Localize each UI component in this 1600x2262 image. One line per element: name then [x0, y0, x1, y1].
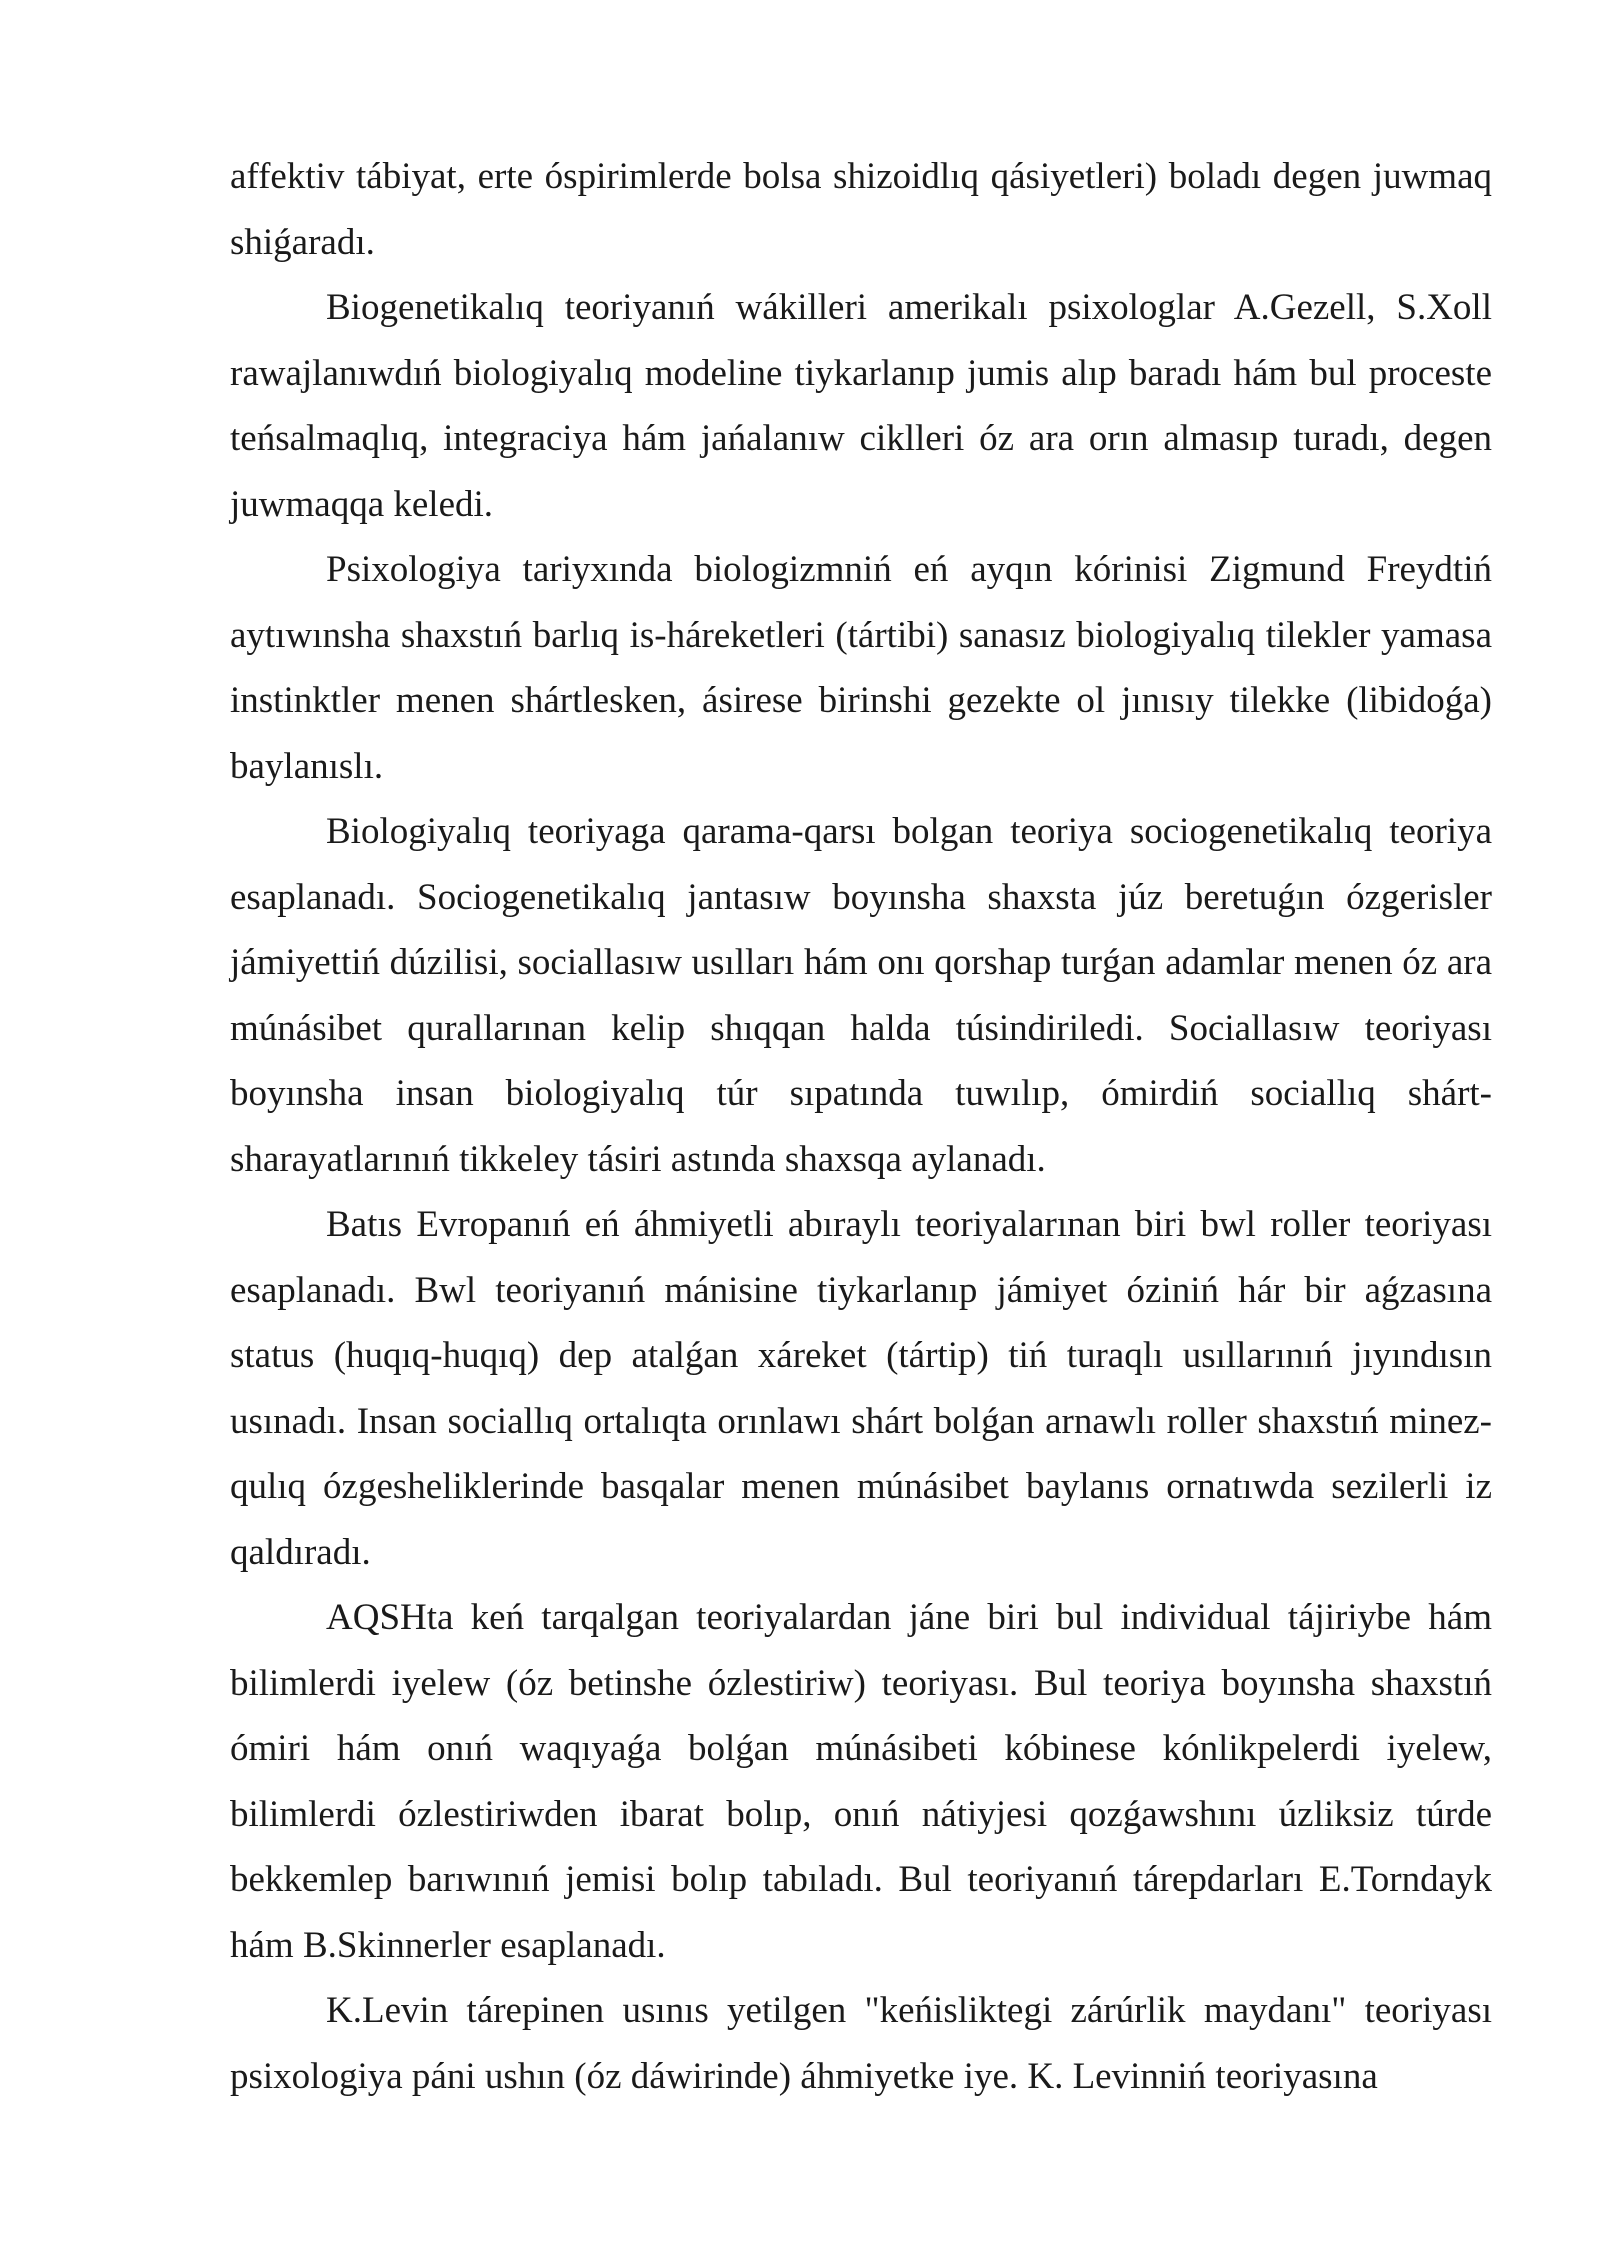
paragraph-5: Batıs Evropanıń eń áhmiyetli abıraylı teoriyalarınan biri bwl roller teoriyası esaplanadı. Bwl teoriyanıń mánisine tiykarlanıp jámiyet óziniń hár bir aǵzasına status (huqıq-huqıq) dep atalǵan xáreket (tártip) tiń turaqlı usıllarınıń jıyındısın usınadı. Insan sociallıq ortalıqta orınlawı shárt bolǵan arnawlı roller shaxstıń minez-qulıq ózgesheliklerinde basqalar menen múnásibet baylanıs ornatıwda sezilerli iz qaldıradı. [230, 1204, 1492, 1573]
paragraph-6: AQSHta keń tarqalgan teoriyalardan jáne biri bul individual tájiriybe hám bilimlerdi iyelew (óz betinshe ózlestiriw) teoriyası. Bul teoriya boyınsha shaxstıń ómiri hám onıń waqıyaǵa bolǵan múnásibeti kóbinese kónlikpelerdi iyelew, bilimlerdi ózlestiriwden ibarat bolıp, onıń nátiyjesi qozǵawshını úzliksiz túrde bekkemlep barıwınıń jemisi bolıp tabıladı. Bul teoriyanıń tárepdarları E.Torndayk hám B.Skinnerler esaplanadı. [230, 1597, 1492, 1966]
paragraph-4: Biologiyalıq teoriyaga qarama-qarsı bolgan teoriya sociogenetikalıq teoriya esaplanadı. Sociogenetikalıq jantasıw boyınsha shaxsta júz beretuǵın ózgerisler jámiyettiń dúzilisi, sociallasıw usılları hám onı qorshap turǵan adamlar menen óz ara múnásibet qurallarınan kelip shıqqan halda túsindiriledi. Sociallasıw teoriyası boyınsha insan biologiyalıq túr sıpatında tuwılıp, ómirdiń sociallıq shárt-sharayatlarınıń tikkeley tásiri astında shaxsqa aylanadı. [230, 811, 1492, 1180]
paragraph-1: affektiv tábiyat, erte óspirimlerde bolsa shizoidlıq qásiyetleri) boladı degen juwmaq shiǵaradı. [230, 156, 1492, 263]
paragraph-3: Psixologiya tariyxında biologizmniń eń ayqın kórinisi Zigmund Freydtiń aytıwınsha shaxstıń barlıq is-háreketleri (tártibi) sanasız biologiyalıq tilekler yamasa instinktler menen shártlesken, ásirese birinshi gezekte ol jınısıy tilekke (libidoǵa) baylanıslı. [230, 549, 1492, 787]
paragraph-2: Biogenetikalıq teoriyanıń wákilleri amerikalı psixologlar A.Gezell, S.Xoll rawajlanıwdıń biologiyalıq modeline tiykarlanıp jumis alıp baradı hám bul proceste teńsalmaqlıq, integraciya hám jańalanıw ciklleri óz ara orın almasıp turadı, degen juwmaqqa keledi. [230, 287, 1492, 525]
document-body [230, 144, 1492, 2109]
paragraph-7: K.Levin tárepinen usınıs yetilgen "keńisliktegi zárúrlik maydanı" teoriyası psixologiya páni ushın (óz dáwirinde) áhmiyetke iye. K. Levinniń teoriyasına [230, 1990, 1492, 2097]
